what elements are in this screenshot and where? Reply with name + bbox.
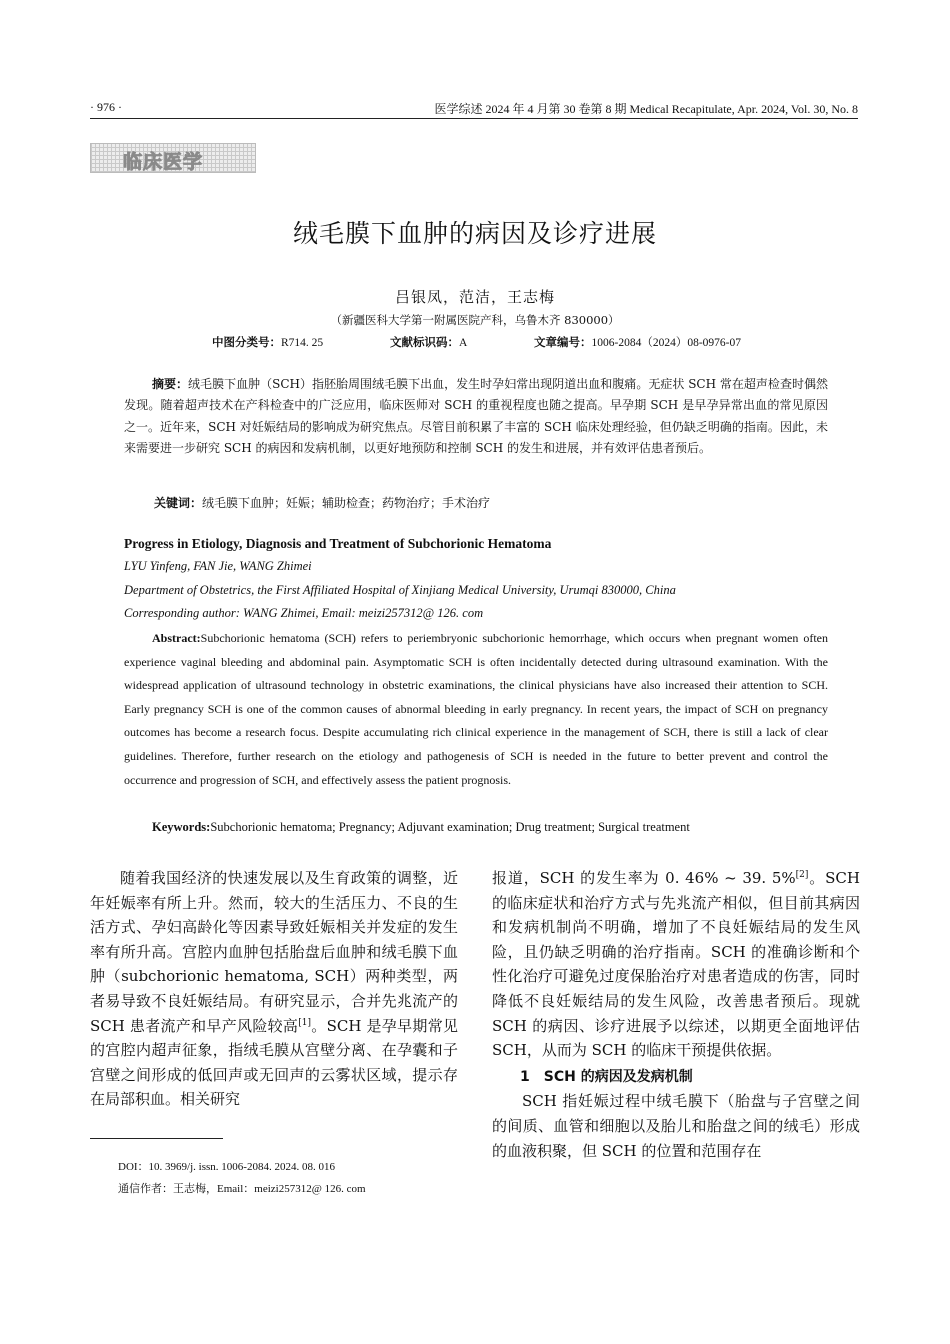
english-corresponding: Corresponding author: WANG Zhimei, Email: meizi257312@ 126. com <box>124 606 484 620</box>
english-authors: LYU Yinfeng, FAN Jie, WANG Zhimei <box>124 559 312 573</box>
clc-label: 中图分类号： <box>212 335 281 349</box>
footnote-correspondence: 通信作者：王志梅，Email：meizi257312@ 126. com <box>118 1183 366 1195</box>
abstract-cn <box>124 374 828 459</box>
footnote-doi: DOI：10. 3969/j. issn. 1006-2084. 2024. 08. 016 <box>118 1161 335 1173</box>
english-abstract-text: Subchorionic hematoma (SCH) refers to periembryonic subchorionic hemorrhage, which occurs when pregnant women often experience vaginal bleeding and abdominal pain. Asymptomatic SCH is often incidentally detected during ultrasound examination. With the widespread application of ultrasound technology in obstetric examinations, the clinical physicians have also increased their attention to SCH. Early pregnancy SCH is one of the common causes of abnormal bleeding in early pregnancy. In recent years, the impact of SCH on pregnancy outcomes has become a research focus. Despite accumulating rich clinical experience in the management of SCH, there is still a lack of clear guidelines. Therefore, further research on the etiology and pathogenesis of SCH is needed in the future to better prevent and control the occurrence and progression of SCH, and effectively assess the patient prognosis. <box>124 631 828 787</box>
section-tag-label: 临床医学 <box>123 151 204 173</box>
english-abstract <box>124 627 828 792</box>
affiliation: （新疆医科大学第一附属医院产科，乌鲁木齐 830000） <box>330 313 620 327</box>
intro-cont-text-a: 报道，SCH 的发生率为 0. 46% ~ 39. 5% <box>492 869 796 887</box>
clc-number <box>212 334 323 350</box>
english-abstract-label: Abstract: <box>152 631 201 645</box>
english-title: Progress in Etiology, Diagnosis and Treatment of Subchorionic Hematoma <box>124 536 552 551</box>
authors: 吕银凤，范洁，王志梅 <box>394 288 555 306</box>
keywords-cn <box>154 494 490 511</box>
doc-code <box>390 334 467 350</box>
doc-value: A <box>459 337 468 349</box>
clc-value: R714. 25 <box>281 337 324 349</box>
section-1-heading: 1 SCH 的病因及发病机制 <box>520 1068 693 1085</box>
article-number <box>534 334 741 350</box>
body-left-column <box>90 866 458 1112</box>
section-tag <box>90 143 256 173</box>
intro-cont-text-b: 。SCH 的临床症状和治疗方式与先兆流产相似，但目前其病因和发病机制尚不明确，增加了不良妊娠结局的发生风险，且仍缺乏明确的治疗指南。SCH 的准确诊断和个性化治疗可避免过度保胎治疗对患者造成的伤害，同时降低不良妊娠结局的发生风险，改善患者预后。现就 SCH 的病因、诊疗进展予以综述，以期更全面地评估 SCH，从而为 SCH 的临床干预提供依据。 <box>492 869 860 1060</box>
journal-info: 医学综述 2024 年 4 月第 30 卷第 8 期 Medical Recapitulate, Apr. 2024, Vol. 30, No. 8 <box>434 102 858 116</box>
article-value: 1006-2084（2024）08-0976-07 <box>591 337 741 349</box>
section-1-paragraph: SCH 指妊娠过程中绒毛膜下（胎盘与子宫壁之间的间质、血管和细胞以及胎儿和胎盘之间的绒毛）形成的血液积聚，但 SCH 的位置和范围存在 <box>492 1092 860 1160</box>
header-rule <box>90 118 858 119</box>
english-keywords-label: Keywords: <box>152 820 211 834</box>
doc-label: 文献标识码： <box>390 335 459 349</box>
footnote-rule <box>90 1138 223 1139</box>
intro-text-a: 随着我国经济的快速发展以及生育政策的调整，近年妊娠率有所上升。然而，较大的生活压力、不良的生活方式、孕妇高龄化等因素导致妊娠相关并发症的发生率有所升高。宫腔内血肿包括胎盘后血肿和绒毛膜下血肿（subchorionic hematoma, SCH）两种类型，两者易导致不良妊娠结局。有研究显示，合并先兆流产的 SCH 患者流产和早产风险较高 <box>90 869 458 1035</box>
body-right-column <box>492 866 860 1163</box>
english-keywords <box>152 820 690 835</box>
page-number: · 976 · <box>90 100 122 114</box>
keywords-cn-text: 绒毛膜下血肿；妊娠；辅助检查；药物治疗；手术治疗 <box>202 496 491 510</box>
keywords-cn-label: 关键词： <box>154 496 203 510</box>
ref-1[interactable]: [1] <box>298 1017 311 1028</box>
article-title: 绒毛膜下血肿的病因及诊疗进展 <box>292 219 657 248</box>
english-department: Department of Obstetrics, the First Affiliated Hospital of Xinjiang Medical University, Urumqi 830000, China <box>124 583 676 597</box>
english-keywords-text: Subchorionic hematoma; Pregnancy; Adjuvant examination; Drug treatment; Surgical treatment <box>210 820 690 834</box>
abstract-cn-label: 摘要： <box>152 377 189 391</box>
article-label: 文章编号： <box>534 335 592 349</box>
intro-paragraph <box>90 866 458 1112</box>
abstract-cn-text: 绒毛膜下血肿（SCH）指胚胎周围绒毛膜下出血，发生时孕妇常出现阴道出血和腹痛。无症状 SCH 常在超声检查时偶然发现。随着超声技术在产科检查中的广泛应用，临床医师对 SCH 的重视程度也随之提高。早孕期 SCH 是早孕异常出血的常见原因之一。近年来，SCH 对妊娠结局的影响成为研究焦点。尽管目前积累了丰富的 SCH 临床处理经验，但仍缺乏明确的指南。因此，未来需要进一步研究 SCH 的病因和发病机制，以更好地预防和控制 SCH 的发生和进展，并有效评估患者预后。 <box>124 377 828 455</box>
ref-2[interactable]: [2] <box>795 870 809 880</box>
intro-text-b: 。SCH 是孕早期常见的宫腔内超声征象，指绒毛膜从宫壁分离、在孕囊和子宫壁之间形成的低回声或无回声的云雾状区域，提示存在局部积血。相关研究 <box>90 1016 458 1109</box>
intro-continued <box>492 866 860 1063</box>
